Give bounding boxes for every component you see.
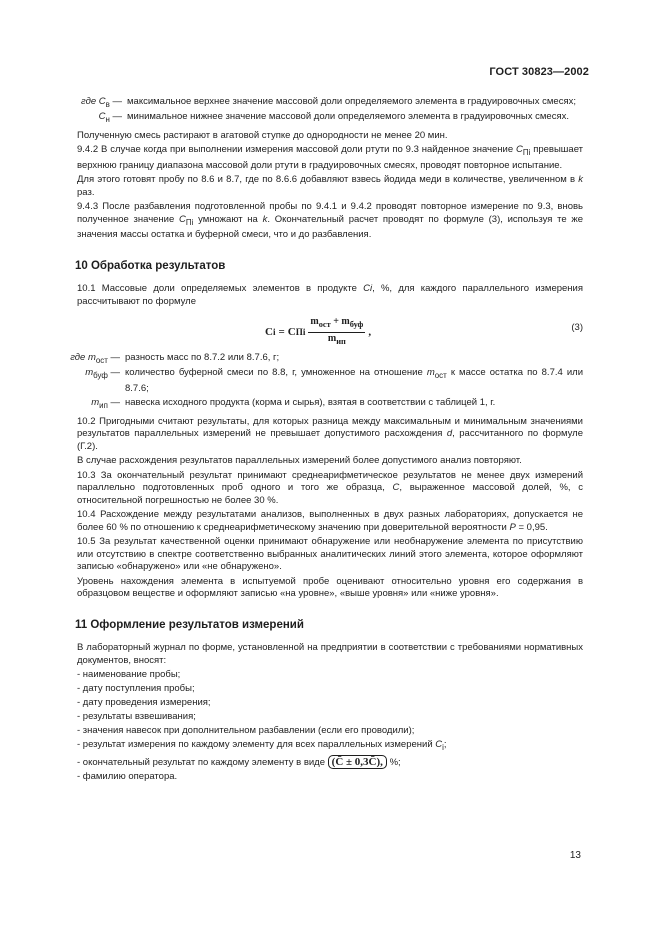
list-item: - значения навесок при дополнительном разбавлении (если его проводили); [77,725,415,737]
paragraph-11: В лабораторный журнал по форме, установленной на предприятии в соответствии с требованиями нормативных документов, вносят: [77,642,583,666]
page-content [70,96,584,785]
list-item: - дату поступления пробы; [77,683,195,695]
list-item: - результат измерения по каждому элементу для всех параллельных измерений $C_i$; [77,739,447,753]
section-10-heading: 10 Обработка результатов [75,259,226,272]
list-item: - фамилию оператора. [77,771,178,783]
list-item: - окончательный результат по каждому элементу в виде (C̄ ± 0,3C̄), %; [77,756,401,769]
definitions-top [49,96,583,127]
def-desc-mip: навеска исходного продукта (корма и сырья), взятая в соответствии с таблицей 1, г. [125,397,496,409]
def-term-most: где $m_{ост}$ — [70,352,120,365]
list-item: - дату проведения измерения; [77,697,211,709]
def-desc-most: разность масс по 8.7.2 или 8.7.6, г; [125,352,280,364]
paragraph-10-1: 10.1 Массовые доли определяемых элементов в продукте Ci, %, для каждого параллельного измерения рассчитывают по формуле [77,283,583,307]
document-header: ГОСТ 30823—2002 [489,66,589,78]
paragraph-10-2: 10.2 Пригодными считают результаты, для которых разница между максимальным и минимальным значениями результатов параллельных измерений не превышает допустимого расхождения d, рассчитанного по формуле (Г.2). [77,415,584,452]
paragraph-prep: Для этого готовят пробу по 8.6 и 8.7, где по 8.6.6 добавляют взвесь йодида меди в количестве, увеличенном в k раз. [77,174,583,198]
formula-fraction: $\frac{m_{ост} + m_{буф}}{m_{ип}}$ [310,316,364,346]
list-item: - наименование пробы; [77,669,181,681]
definitions-mid [40,352,583,413]
final-result-expression: (C̄ ± 0,3C̄), [328,755,387,769]
def-term-mip: $m_{ип}$ — [91,397,120,411]
def-desc-cv: максимальное верхнее значение массовой доли определяемого элемента в градуировочных смесях; [127,96,576,107]
def-desc-cn: минимальное нижнее значение массовой доли определяемого элемента в градуировочных смесях. [127,111,569,123]
list-item: - результаты взвешивания; [77,711,196,723]
section-11-heading: 11 Оформление результатов измерений [75,618,304,631]
paragraph-10-5: 10.5 За результат качественной оценки принимают обнаружение или необнаружение элемента по присутствию или отсутствию в спектре соответственно выбранных аналитических линий этого элемента, которое оформляют записью «обнаружено» или «не обнаружено». [77,536,583,573]
paragraph-10-4: 10.4 Расхождение между результатами анализов, выполненных в двух разных лабораториях, допускается не более 60 % по отношению к среднеарифметическому значению при доверительной вероятности P = 0,95. [77,509,583,533]
formula-3 [77,312,583,346]
page-number: 13 [569,850,581,861]
def-term-mbuf: $m_{буф}$ — [85,367,120,381]
formula-number: (3) [571,322,583,334]
paragraph-9-4-3: 9.4.3 После разбавления подготовленной пробы по 9.4.1 и 9.4.2 проводят повторное измерение по 9.3, вновь полученное значение $C_{Пi}$ умножают на k. Окончательный расчет проводят по формуле (3), используя те же значения массы остатка и буферной смеси, что и до разбавления. [77,201,584,241]
paragraph-9-4-2: 9.4.2 В случае когда при выполнении измерения массовой доли ртути по 9.3 найденное значение $C_{Пi}$ превышает верхнюю границу диапазона массовой доли ртути в градуировочных смесях, проводят повторное испытание. [77,144,584,171]
paragraph-10-2-repeat: В случае расхождения результатов параллельных измерений более допустимого анализ повторяют. [77,455,522,467]
paragraph-mix: Полученную смесь растирают в агатовой ступке до однородности не менее 20 мин. [77,129,448,141]
formula-expression: C i = C Пi $\frac{m_{ост} + m_{буф}}{m_{ип}}$ , [265,316,371,348]
journal-list [77,669,583,783]
def-term-cn: $С_н$ — [98,111,122,125]
paragraph-level: Уровень нахождения элемента в испытуемой пробе оценивают относительно уровня его содержания в образцовом веществе и оформляют записью «на уровне», «выше уровня» или «ниже уровня». [77,575,583,600]
def-term-cv: где $С_в$ — [81,96,122,109]
paragraph-10-3: 10.3 За окончательный результат принимают среднеарифметическое результатов не менее двух измерений параллельно подготовленных проб одного и того же образца, C, выраженное массовой долей, %, с относительной погрешностью не более 30 %. [77,469,583,506]
def-desc-mbuf: количество буферной смеси по 8.8, г, умноженное на отношение $m_{ост}$ к массе остатка по 8.7.4 или 8.7.6; [125,367,583,394]
